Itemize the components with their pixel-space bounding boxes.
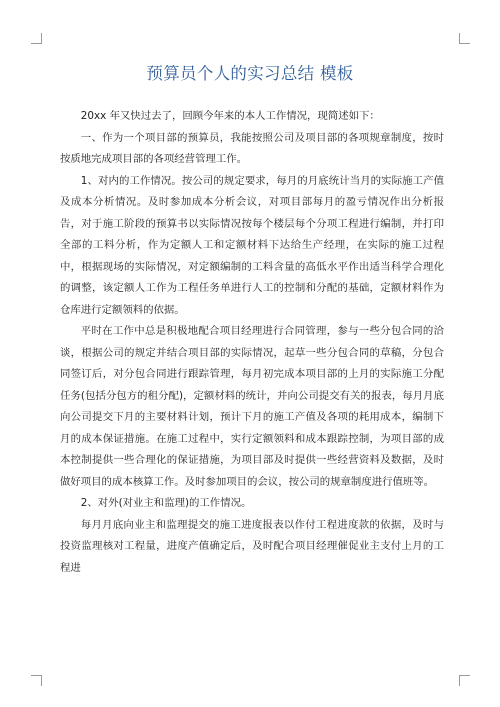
crop-mark-top-left [31, 33, 42, 44]
paragraph-section-one: 一、作为一个项目部的预算员，我能按照公司及项目部的各项规章制度，按时按质地完成项目部的各项经营管理工作。 [60, 131, 444, 165]
crop-mark-bottom-right [459, 675, 470, 686]
paragraph-contract-management: 平时在工作中总是积极地配合项目经理进行合同管理，参与一些分包合同的洽谈，根据公司的规定并结合项目部的实际情况，起草一些分包合同的草稿，分包合同签订后，对分包合同进行跟踪管理，每月初完成本项目部的上月的实际施工分配任务(包括分包方的租分配)，定额材料的统计，并向公司提交有关的报表，每月月底向公司提交下月的主要材料计划，预计下月的施工产值及各项的耗用成本，编制下月的成本保证措施。在施工过程中，实行定额领料和成本跟踪控制，为项目部的成本控制提供一些合理化的保证措施，为项目部及时提供一些经营资料及数据，及时做好项目的成本核算工作。及时参加项目的会议，按公司的规章制度进行值班等。 [60, 325, 444, 488]
document-title: 预算员个人的实习总结 模板 [146, 64, 354, 83]
document-body [60, 106, 444, 579]
paragraph-internal-work: 1、对内的工作情况。按公司的规定要求，每月的月底统计当月的实际施工产值及成本分析情况。及时参加成本分析会议，对项目部每月的盈亏情况作出分析报告，对于施工阶段的预算书以实际情况按每个楼层每个分项工程进行编制，并打印全部的工料分析，作为定额人工和定额材料下达给生产经理，在实际的施工过程中，根据现场的实际情况，对定额编制的工料含量的高低水平作出适当科学合理化的调整，该定额人工作为工程任务单进行人工的控制和分配的基础，定额材料作为仓库进行定额领料的依据。 [60, 174, 444, 316]
paragraph-external-work-heading: 2、对外(对业主和监理)的工作情况。 [80, 497, 252, 509]
paragraph-external-work: 每月月底向业主和监理提交的施工进度报表以作付工程进度款的依据，及时与投资监理核对工程量，进度产值确定后，及时配合项目经理催促业主支付上月的工程进 [60, 518, 444, 574]
crop-mark-top-right [459, 33, 470, 44]
crop-mark-bottom-left [31, 675, 42, 686]
paragraph-intro: 20xx 年又快过去了，回顾今年来的本人工作情况，现简述如下： [80, 110, 380, 122]
